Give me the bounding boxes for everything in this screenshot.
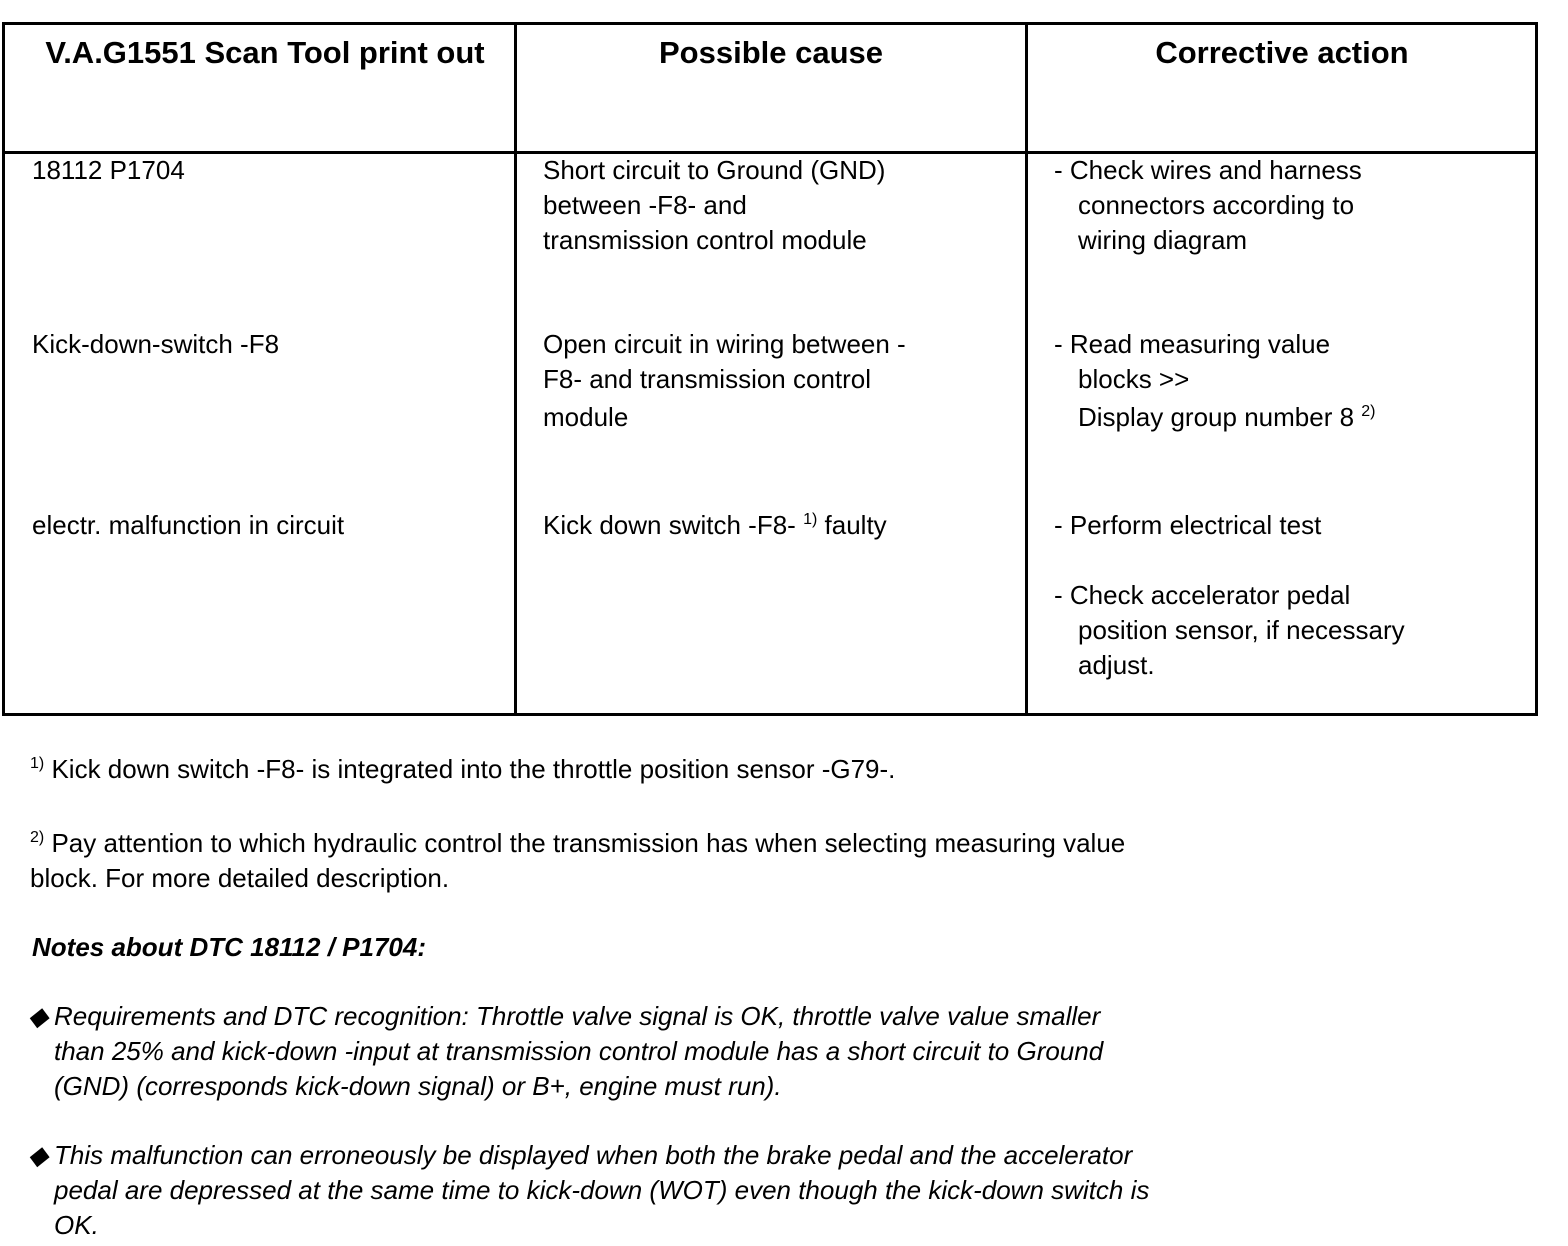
action-line: - Read measuring value	[1054, 329, 1331, 359]
action-line: position sensor, if necessary	[1078, 615, 1405, 645]
note-bullet-requirements	[28, 999, 1258, 1104]
bullet-text: than 25% and kick-down -input at transmission control module has a short circuit to Ground	[54, 1036, 1104, 1066]
cause-line: module	[543, 402, 629, 432]
component-name: Kick-down-switch -F8	[32, 329, 280, 359]
footnote-1	[30, 752, 1280, 787]
cause-short-circuit	[543, 153, 885, 258]
dtc-code: 18112 P1704	[32, 155, 185, 185]
malfunction-type: electr. malfunction in circuit	[32, 510, 345, 540]
cause-line: F8- and transmission control	[543, 364, 872, 394]
cause-line: between -F8- and	[543, 190, 747, 220]
note-bullet-erroneous-display	[28, 1138, 1258, 1243]
action-line: adjust.	[1078, 650, 1155, 680]
footnote-text: Kick down switch -F8- is integrated into the throttle position sensor -G79-.	[44, 754, 896, 784]
bullet-text: pedal are depressed at the same time to kick-down (WOT) even though the kick-down switch is	[54, 1175, 1150, 1205]
column-divider	[1025, 25, 1028, 713]
header-scan-tool-printout: V.A.G1551 Scan Tool print out	[45, 35, 485, 70]
cause-open-circuit	[543, 327, 906, 435]
footnote-marker: 1)	[30, 755, 45, 772]
header-possible-cause: Possible cause	[658, 35, 883, 70]
diamond-bullet-icon: ◆	[28, 1140, 48, 1170]
header-corrective-action: Corrective action	[1155, 35, 1409, 70]
action-line: blocks >>	[1078, 364, 1190, 394]
column-divider	[514, 25, 517, 713]
cause-line: Open circuit in wiring between -	[543, 329, 906, 359]
cause-text: Kick down switch -F8-	[543, 510, 804, 540]
action-check-pedal-sensor	[1054, 578, 1405, 683]
footnote-text: block. For more detailed description.	[30, 863, 450, 893]
footnote-ref: 1)	[803, 511, 818, 528]
action-line: - Check wires and harness	[1054, 155, 1362, 185]
action-read-values	[1054, 327, 1376, 435]
cause-line: Short circuit to Ground (GND)	[543, 155, 886, 185]
footnote-text: Pay attention to which hydraulic control the transmission has when selecting measuring value	[44, 828, 1126, 858]
footnote-ref: 2)	[1361, 403, 1376, 420]
cause-text: faulty	[817, 510, 887, 540]
action-electrical-test: - Perform electrical test	[1054, 510, 1322, 540]
footnote-marker: 2)	[30, 829, 45, 846]
bullet-text: (GND) (corresponds kick-down signal) or B+, engine must run).	[54, 1071, 782, 1101]
action-line	[1054, 400, 1376, 435]
bullet-text: This malfunction can erroneously be displayed when both the brake pedal and the accelerator	[54, 1140, 1133, 1170]
action-check-wires	[1054, 153, 1362, 258]
notes-heading: Notes about DTC 18112 / P1704:	[32, 932, 426, 962]
cause-switch-faulty	[543, 508, 887, 543]
action-line: connectors according to	[1078, 190, 1355, 220]
action-text: Display group number 8	[1078, 402, 1362, 432]
action-line: - Check accelerator pedal	[1054, 580, 1351, 610]
bullet-text: OK.	[54, 1210, 99, 1240]
footnote-2	[30, 826, 1280, 896]
dtc-table	[2, 22, 1538, 716]
bullet-text: Requirements and DTC recognition: Throttle valve signal is OK, throttle valve value smaller	[54, 1001, 1101, 1031]
cause-line: transmission control module	[543, 225, 867, 255]
action-line: wiring diagram	[1078, 225, 1248, 255]
diamond-bullet-icon: ◆	[28, 1001, 48, 1031]
